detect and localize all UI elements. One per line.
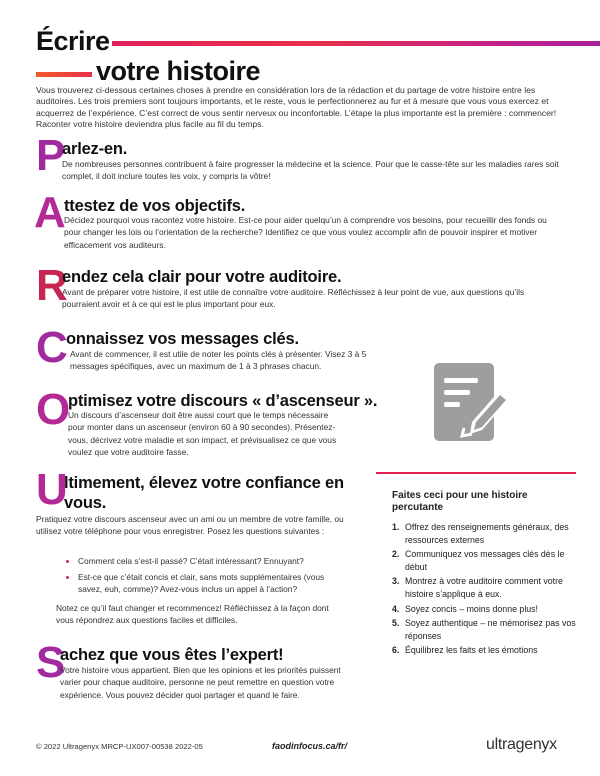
list-item <box>392 521 582 546</box>
footer-copyright: © 2022 Ultragenyx MRCP-UX007-00538 2022-05 <box>36 742 203 751</box>
title-rule-top <box>112 41 600 46</box>
list-number: 2. <box>392 549 400 560</box>
section-heading-optimisez: ptimisez votre discours « d’ascenseur ». <box>68 392 378 410</box>
list-number: 4. <box>392 603 400 614</box>
list-text: Montrez à votre auditoire comment votre histoire s’applique à eux. <box>405 576 563 599</box>
section-heading-ultimement: ltimement, élevez votre confiance en vous. <box>64 474 344 512</box>
section-body-optimisez: Un discours d’ascenseur doit être aussi court que le temps nécessaire pour monter dans un ascenseur (environ 60 à 90 secondes). Présentez-vous, décrivez votre maladie et son impact, et prévisualisez ce que vous voulez que votre auditoire fasse. <box>68 410 337 458</box>
page-title-line2: votre histoire <box>96 56 261 86</box>
section-heading-parlez: arlez-en. <box>62 140 128 158</box>
drop-letter-o: O <box>36 385 71 434</box>
list-item <box>392 644 582 657</box>
list-text: Communiquez vos messages clés dès le début <box>405 549 565 572</box>
drop-letter-c: C <box>36 323 68 372</box>
sidebar-list <box>392 521 582 659</box>
drop-letter-u: U <box>36 465 68 514</box>
list-item: • Comment cela s’est-il passé? C’était intéressant? Ennuyant? <box>78 556 344 568</box>
list-item <box>392 617 582 642</box>
questions-followup: Notez ce qu’il faut changer et recommencez! Réfléchissez à la façon dont vous répondrez aux questions faciles et difficiles. <box>56 603 329 626</box>
list-text: Soyez authentique – ne mémorisez pas vos réponses <box>405 618 576 641</box>
title-rule-bottom <box>36 72 92 77</box>
section-body-attestez: Décidez pourquoi vous racontez votre histoire. Est-ce pour aider quelqu’un à comprendre vos besoins, pour recueillir des fonds ou pour changer les lois ou l’orientation de la recherche? Identifiez ce que vous voulez accomplir afin de pouvoir inspirer et motiver efficacement vos auditeurs. <box>64 215 547 250</box>
list-number: 1. <box>392 522 400 532</box>
list-text: Soyez concis – moins donne plus! <box>405 603 539 614</box>
questions-list <box>64 556 344 599</box>
sidebar-rule <box>376 472 576 474</box>
list-item <box>392 548 582 573</box>
list-item: • Est-ce que c’était concis et clair, sans mots supplémentaires (vous savez, euh, comme)? Avez-vous inclus un appel à l’action? <box>78 572 344 596</box>
section-heading-attestez: ttestez de vos objectifs. <box>64 197 246 215</box>
section-body-sachez: Votre histoire vous appartient. Bien que les opinions et les priorités puissent varier pour chaque auditoire, personne ne peut remettre en question votre expérience. Vous pouvez décider quoi partager et quand le faire. <box>60 665 341 700</box>
list-text: Offrez des renseignements généraux, des ressources externes <box>405 522 569 545</box>
page-title-line1: Écrire <box>36 26 110 56</box>
drop-letter-s: S <box>36 638 66 687</box>
section-body-connaissez: Avant de commencer, il est utile de noter les points clés à présenter. Visez 3 à 5 messages spécifiques, avec un maximum de 1 à 3 phrases chacun. <box>70 349 367 372</box>
list-number: 5. <box>392 618 400 629</box>
drop-letter-a: A <box>34 188 66 237</box>
ultragenyx-logo: ultragenyx <box>486 736 557 753</box>
drop-letter-p: P <box>36 131 66 180</box>
list-number: 3. <box>392 576 400 587</box>
sidebar-title: Faites ceci pour une histoire percutante <box>392 490 528 513</box>
section-body-parlez: De nombreuses personnes contribuent à faire progresser la médecine et la science. Pour que le casse-tête sur les maladies rares soit complet, il doit inclure toutes les voix, y compris la vôtre! <box>62 159 559 182</box>
list-text: Équilibrez les faits et les émotions <box>405 645 538 656</box>
section-heading-rendez: endez cela clair pour votre auditoire. <box>62 268 342 286</box>
intro-paragraph: Vous trouverez ci-dessous certaines choses à prendre en considération lors de la rédaction et du partage de votre histoire entre les auditoires. Les trois premiers sont toujours importants, et le reste, vous le perfectionnerez au fur et à mesure que vous vous exercez et acquerrez de l’expérience. C’est correct de vous sentir nerveux ou inconfortable. L’étape la plus importante est la première : commencer! Raconter votre histoire deviendra plus facile au fil du temps. <box>36 85 557 130</box>
section-body-rendez: Avant de préparer votre histoire, il est utile de connaître votre auditoire. Réfléchissez à leur point de vue, aux questions qu’ils pourraient avoir et à ce qui est le plus important pour eux. <box>62 287 525 310</box>
list-item <box>392 603 582 616</box>
section-body-ultimement: Pratiquez votre discours ascenseur avec un ami ou un membre de votre famille, ou utilisez votre téléphone pour vous enregistrer. Posez les questions suivantes : <box>36 514 344 537</box>
document-pen-icon <box>432 360 516 446</box>
list-item <box>392 575 582 600</box>
section-heading-connaissez: onnaissez vos messages clés. <box>66 330 299 348</box>
footer-url-link[interactable]: faodinfocus.ca/fr/ <box>272 741 348 751</box>
drop-letter-r: R <box>36 261 68 310</box>
section-heading-sachez: achez que vous êtes l’expert! <box>60 646 284 664</box>
list-number: 6. <box>392 645 400 656</box>
